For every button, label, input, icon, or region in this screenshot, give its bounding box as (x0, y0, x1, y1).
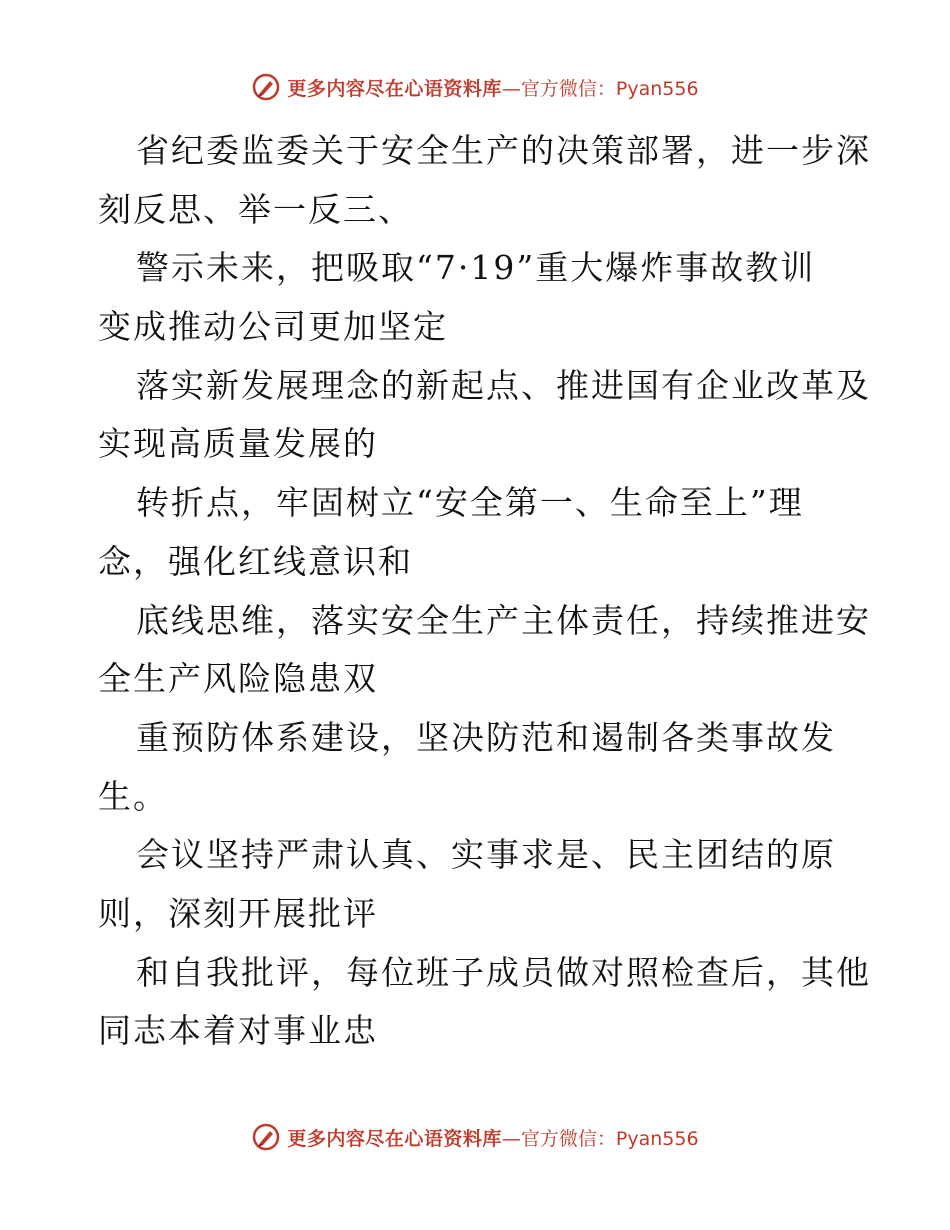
text-line: 同志本着对事业忠 (98, 1011, 378, 1051)
banner-title: 更多内容尽在心语资料库 (287, 77, 502, 100)
header-banner (0, 72, 950, 102)
document-body (98, 122, 871, 1061)
text-line: 念，强化红线意识和 (98, 541, 413, 581)
text-line: 落实新发展理念的新起点、推进国有企业改革及 (136, 365, 871, 405)
banner-wechat: —官方微信：Pyan556 (501, 77, 699, 100)
banner-wechat: —官方微信：Pyan556 (501, 1127, 699, 1150)
text-line: 和自我批评，每位班子成员做对照检查后，其他 (136, 952, 871, 992)
text-line: 底线思维，落实安全生产主体责任，持续推进安 (136, 600, 871, 640)
text-line: 则，深刻开展批评 (98, 893, 378, 933)
text-line: 全生产风险隐患双 (98, 659, 378, 699)
text-line: 省纪委监委关于安全生产的决策部署，进一步深 (136, 131, 871, 170)
pen-nib-logo-icon (251, 72, 281, 102)
text-line: 变成推动公司更加坚定 (98, 307, 448, 347)
text-line: 转折点，牢固树立“安全第一、生命至上”理 (136, 483, 804, 523)
pen-nib-logo-icon (251, 1122, 281, 1152)
text-line: 重预防体系建设，坚决防范和遏制各类事故发 (136, 717, 836, 757)
text-line: 刻反思、举一反三、 (98, 189, 413, 229)
banner-title: 更多内容尽在心语资料库 (287, 1127, 502, 1150)
text-line: 生。 (98, 776, 168, 816)
footer-banner (0, 1122, 950, 1152)
text-line: 警示未来，把吸取“7·19”重大爆炸事故教训 (136, 248, 816, 288)
text-line: 实现高质量发展的 (98, 424, 378, 464)
text-line: 会议坚持严肃认真、实事求是、民主团结的原 (136, 835, 836, 875)
